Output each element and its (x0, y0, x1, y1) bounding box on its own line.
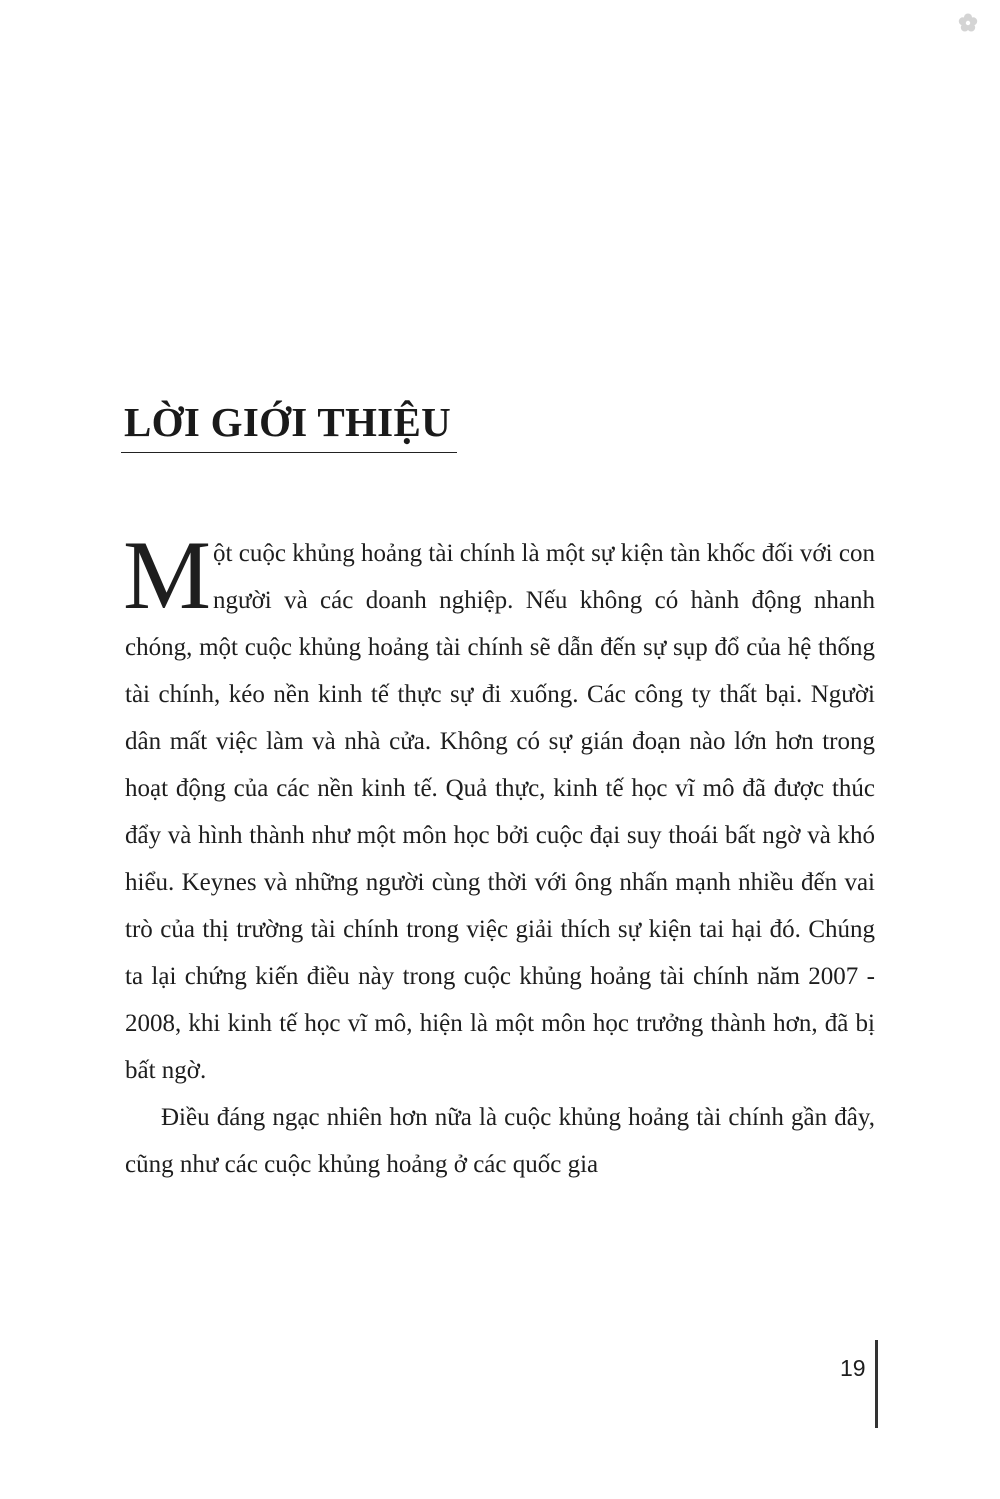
paragraph-1 (123, 521, 875, 1094)
drop-cap: M (123, 521, 212, 630)
paragraph-1-text: ột cuộc khủng hoảng tài chính là một sự kiện tàn khốc đối với con người và các doanh nghiệp. Nếu không có hành động nhanh chóng, một cuộc khủng hoảng tài chính sẽ dẫn đến sự sụp đổ của hệ thống tài chính, kéo nền kinh tế thực sự đi xuống. Các công ty thất bại. Người dân mất việc làm và nhà cửa. Không có sự gián đoạn nào lớn hơn trong hoạt động của các nền kinh tế. Quả thực, kinh tế học vĩ mô đã được thúc đẩy và hình thành như một môn học bởi cuộc đại suy thoái bất ngờ và khó hiểu. Keynes và những người cùng thời với ông nhấn mạnh nhiều đến vai trò của thị trường tài chính trong việc giải thích sự kiện tai hại đó. Chúng ta lại chứng kiến điều này trong cuộc khủng hoảng tài chính năm 2007 - 2008, khi kinh tế học vĩ mô, hiện là một môn học trưởng thành hơn, đã bị bất ngờ. (125, 540, 875, 1084)
title-underline (121, 452, 457, 453)
flower-icon (957, 12, 979, 34)
page-number: 19 (840, 1355, 866, 1381)
body-text (123, 521, 875, 1188)
paragraph-2: Điều đáng ngạc nhiên hơn nữa là cuộc khủng hoảng tài chính gần đây, cũng như các cuộc khủng hoảng ở các quốc gia (125, 1104, 875, 1178)
chapter-title: LỜI GIỚI THIỆU (124, 399, 451, 445)
page-number-rule (875, 1340, 878, 1428)
